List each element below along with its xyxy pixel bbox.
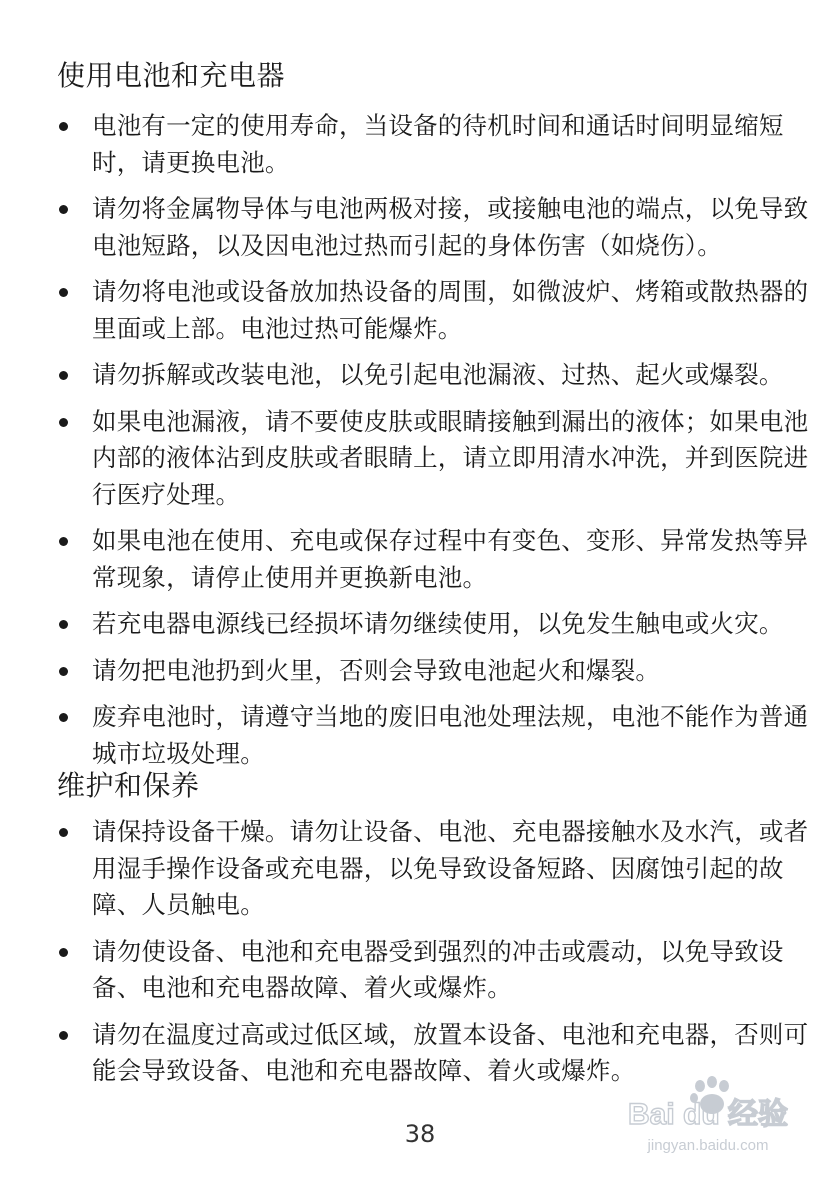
bullet-icon [59, 713, 68, 722]
list-item-text: 请保持设备干燥。请勿让设备、电池、充电器接触水及水汽，或者用湿手操作设备或充电器，以免导致设备短路、因腐蚀引起的故障、人员触电。 [92, 817, 809, 919]
bullet-icon [59, 205, 68, 214]
list-item [57, 606, 832, 643]
list-item-text: 如果电池在使用、充电或保存过程中有变色、变形、异常发热等异常现象，请停止使用并更换新电池。 [92, 526, 809, 592]
list-item-text: 废弃电池时，请遵守当地的废旧电池处理法规，电池不能作为普通城市垃圾处理。 [92, 702, 809, 768]
bullet-icon [59, 537, 68, 546]
list-item-text: 如果电池漏液，请不要使皮肤或眼睛接触到漏出的液体；如果电池内部的液体沾到皮肤或者眼睛上，请立即用清水冲洗，并到医院进行医疗处理。 [92, 406, 809, 509]
bullet-icon [59, 828, 68, 837]
watermark-url-text: jingyan.baidu.com [647, 1137, 769, 1154]
list-item [57, 653, 832, 690]
watermark-brand-text: Bai du 经验 [627, 1098, 789, 1131]
list-item [57, 191, 832, 264]
list-item-text: 请勿拆解或改装电池，以免引起电池漏液、过热、起火或爆裂。 [92, 360, 784, 389]
list-item-text: 请勿把电池扔到火里，否则会导致电池起火和爆裂。 [92, 655, 661, 685]
bullet-icon [59, 371, 68, 380]
list-item-text: 若充电器电源线已经损坏请勿继续使用，以免发生触电或火灾。 [92, 609, 784, 638]
bullet-icon [59, 620, 68, 629]
list-item-text: 请勿将电池或设备放加热设备的周围，如微波炉、烤箱或散热器的里面或上部。电池过热可能爆炸。 [92, 277, 809, 343]
list-item [57, 108, 832, 181]
section-title-maintenance: 维护和保养 [57, 769, 200, 802]
list-item [57, 523, 832, 596]
bullet-icon [59, 667, 68, 676]
list-item [57, 814, 832, 924]
list-item-text: 电池有一定的使用寿命，当设备的待机时间和通话时间明显缩短时，请更换电池。 [92, 111, 784, 177]
bullet-icon [59, 1031, 68, 1040]
list-item-text: 请勿使设备、电池和充电器受到强烈的冲击或震动，以免导致设备、电池和充电器故障、着火或爆炸。 [92, 936, 784, 1002]
list-item [57, 357, 832, 394]
bullet-icon [59, 418, 68, 427]
page-number: 38 [404, 1120, 436, 1148]
list-item [57, 404, 832, 514]
list-item [57, 699, 832, 772]
bullet-icon [59, 948, 68, 957]
bullet-icon [59, 122, 68, 131]
baidu-jingyan-watermark [608, 1068, 808, 1158]
maintenance-list [57, 814, 832, 1090]
list-item-text: 请勿在温度过高或过低区域，放置本设备、电池和充电器，否则可能会导致设备、电池和充电器故障、着火或爆炸。 [92, 1019, 809, 1085]
list-item-text: 请勿将金属物导体与电池两极对接，或接触电池的端点，以免导致电池短路，以及因电池过热而引起的身体伤害（如烧伤）。 [92, 194, 809, 260]
bullet-icon [59, 288, 68, 297]
list-item [57, 934, 832, 1007]
battery-safety-list [57, 108, 832, 772]
section-title-battery: 使用电池和充电器 [57, 59, 286, 92]
list-item [57, 274, 832, 347]
